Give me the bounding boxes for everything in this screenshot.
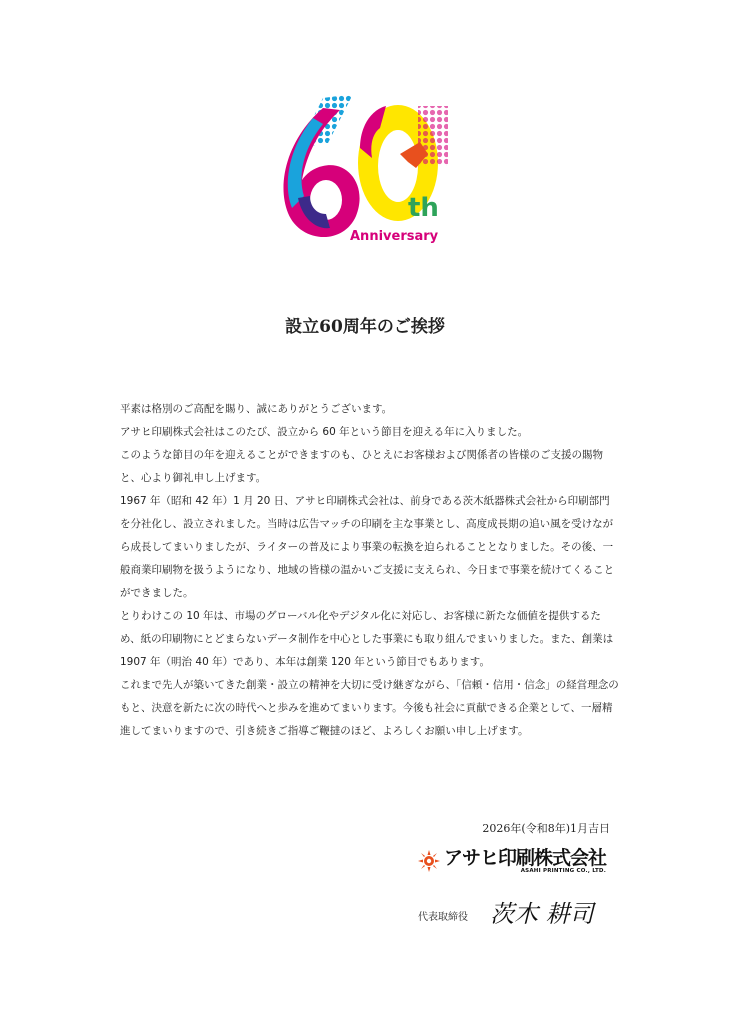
logo-zero-inner <box>378 130 418 202</box>
paragraph: このような節目の年を迎えることができますのも、ひとえにお客様および関係者の皆様のご支援の賜物と、心より御礼申し上げます。 <box>120 449 603 484</box>
anniversary-logo <box>268 88 458 253</box>
signature-text: 茨木 耕司 <box>490 900 594 928</box>
paragraph: とりわけこの 10 年は、市場のグローバル化やデジタル化に対応し、お客様に新たな価値を提供するため、紙の印刷物にとどまらないデータ制作を中心とした事業にも取り組んでまいりました。また、創業は 1907 年（明治 40 年）であり、本年は創業 120 年という節目でもあります。 <box>120 610 614 668</box>
logo-th: th <box>408 193 439 223</box>
greeting-body <box>120 398 620 743</box>
company-name-en: ASAHI PRINTING CO., LTD. <box>520 868 606 874</box>
paragraph: これまで先人が築いてきた創業・設立の精神を大切に受け継ぎながら、「信頼・信用・信念」の経営理念のもと、決意を新たに次の時代へと歩みを進めてまいります。今後も社会に貢献できる企業として、一層精進してまいりますので、引き続きご指導ご鞭撻のほど、よろしくお願い申し上げます。 <box>120 679 619 737</box>
paragraph: アサヒ印刷株式会社はこのたび、設立から 60 年という節目を迎える年に入りました。 <box>120 426 529 438</box>
representative-title: 代表取締役 <box>418 912 468 923</box>
issue-date: 2026年(令和8年)1月吉日 <box>482 822 610 835</box>
paragraph: 1967 年（昭和 42 年）1 月 20 日、アサヒ印刷株式会社は、前身である茨木紙器株式会社から印刷部門を分社化し、設立されました。当時は広告マッチの印刷を主な事業とし、高度成長期の追い風を受けながら成長してまいりましたが、ライターの普及により事業の転換を迫られることとなりました。その後、一般商業印刷物を扱うようになり、地域の皆様の温かいご支援に支えられ、今日まで事業を続けてくることができました。 <box>120 495 615 599</box>
company-name: アサヒ印刷株式会社 <box>443 847 606 869</box>
company-logo <box>418 848 606 874</box>
paragraph: 平素は格別のご高配を賜り、誠にありがとうございます。 <box>120 403 393 415</box>
signature <box>488 892 608 932</box>
logo-anniversary: Anniversary <box>350 229 439 244</box>
sun-mark-icon <box>418 850 440 872</box>
page-title: 設立60周年のご挨拶 <box>285 317 445 337</box>
